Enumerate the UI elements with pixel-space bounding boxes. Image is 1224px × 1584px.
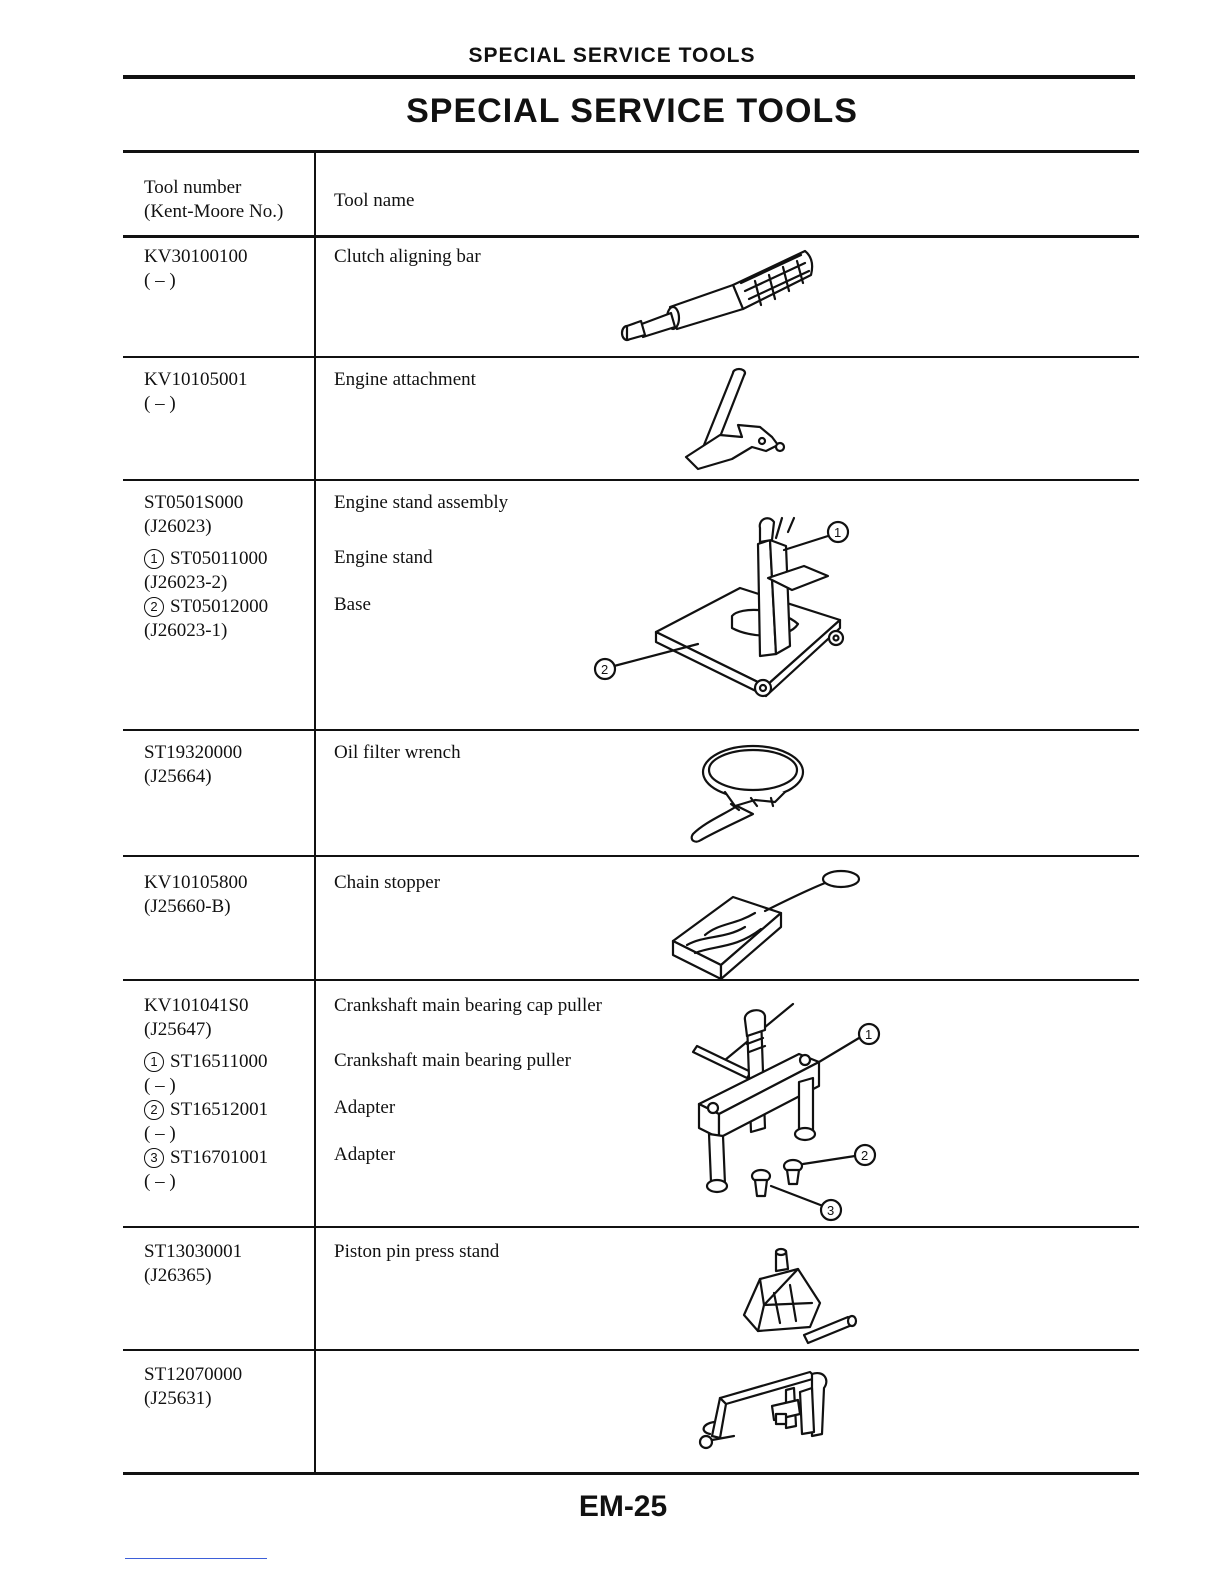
- col-header-tool-number: Tool number (Kent-Moore No.): [144, 177, 284, 222]
- tool-number-cell: KV30100100 ( – ): [144, 246, 248, 291]
- row-divider: [123, 479, 1139, 481]
- callout-1-marker: 1: [144, 549, 164, 569]
- engine-stand-illustration: [590, 510, 860, 710]
- tool-number-cell: KV10105001 ( – ): [144, 369, 248, 414]
- chain-stopper-illustration: [665, 865, 865, 980]
- tool-number-cell: ST13030001 (J26365): [144, 1241, 243, 1286]
- page-number: EM-25: [578, 1490, 668, 1523]
- callout-2-marker: 2: [144, 597, 164, 617]
- header-bottom-rule: [123, 235, 1139, 238]
- col-header-tool-name: Tool name: [334, 190, 415, 211]
- page-title: SPECIAL SERVICE TOOLS: [406, 92, 858, 130]
- tool-number-cell: KV10105800 (J25660-B): [144, 872, 248, 917]
- row-divider: [123, 1226, 1139, 1228]
- row-divider: [123, 729, 1139, 731]
- callout-2-label: 2: [601, 662, 609, 677]
- callout-1-label: 1: [865, 1027, 873, 1042]
- tool-name-cell: Engine attachment: [334, 369, 476, 390]
- tool-name-cell: Engine stand assembly Engine stand Base: [334, 492, 509, 615]
- tool-number-cell: ST19320000 (J25664): [144, 742, 243, 787]
- tool-number-cell: ST12070000 (J25631): [144, 1364, 243, 1409]
- callout-3-label: 3: [827, 1203, 835, 1218]
- callout-3-marker: 3: [144, 1148, 164, 1168]
- row-divider: [123, 356, 1139, 358]
- row-divider: [123, 979, 1139, 981]
- crankshaft-puller-illustration: [685, 1000, 885, 1222]
- tool-name-cell: Crankshaft main bearing cap puller Crankshaft main bearing puller Adapter Adapter: [334, 995, 603, 1165]
- running-header: SPECIAL SERVICE TOOLS: [468, 44, 756, 67]
- callout-2-label: 2: [861, 1148, 869, 1163]
- clutch-aligning-bar-illustration: [615, 245, 825, 345]
- row-divider: [123, 855, 1139, 857]
- oil-filter-wrench-illustration: [685, 740, 810, 850]
- engine-attachment-illustration: [680, 365, 790, 475]
- callout-2-marker: 2: [144, 1100, 164, 1120]
- tool-name-cell: Piston pin press stand: [334, 1241, 500, 1262]
- tool-number-cell: ST0501S000 (J26023) 1 ST05011000 (J26023-2) 2 ST05012000 (J26023-1): [144, 492, 269, 641]
- tool-name-cell: Chain stopper: [334, 872, 441, 893]
- column-divider: [314, 150, 316, 1475]
- header-rule: [123, 75, 1135, 79]
- piston-pin-press-stand-illustration: [740, 1245, 870, 1345]
- table-bottom-rule: [123, 1472, 1139, 1475]
- table-top-rule: [123, 150, 1139, 153]
- special-tools-table: [123, 150, 1139, 1476]
- tool-name-cell: Clutch aligning bar: [334, 246, 481, 267]
- row-divider: [123, 1349, 1139, 1351]
- tool-number-cell: KV101041S0 (J25647) 1 ST16511000 ( – ) 2 ST16512001 ( – ) 3 ST16701001 ( – ): [144, 995, 269, 1192]
- valve-spring-compressor-illustration: [690, 1362, 840, 1457]
- callout-1-label: 1: [834, 525, 842, 540]
- footer-rule: [125, 1558, 267, 1559]
- tool-name-cell: Oil filter wrench: [334, 742, 461, 763]
- callout-1-marker: 1: [144, 1052, 164, 1072]
